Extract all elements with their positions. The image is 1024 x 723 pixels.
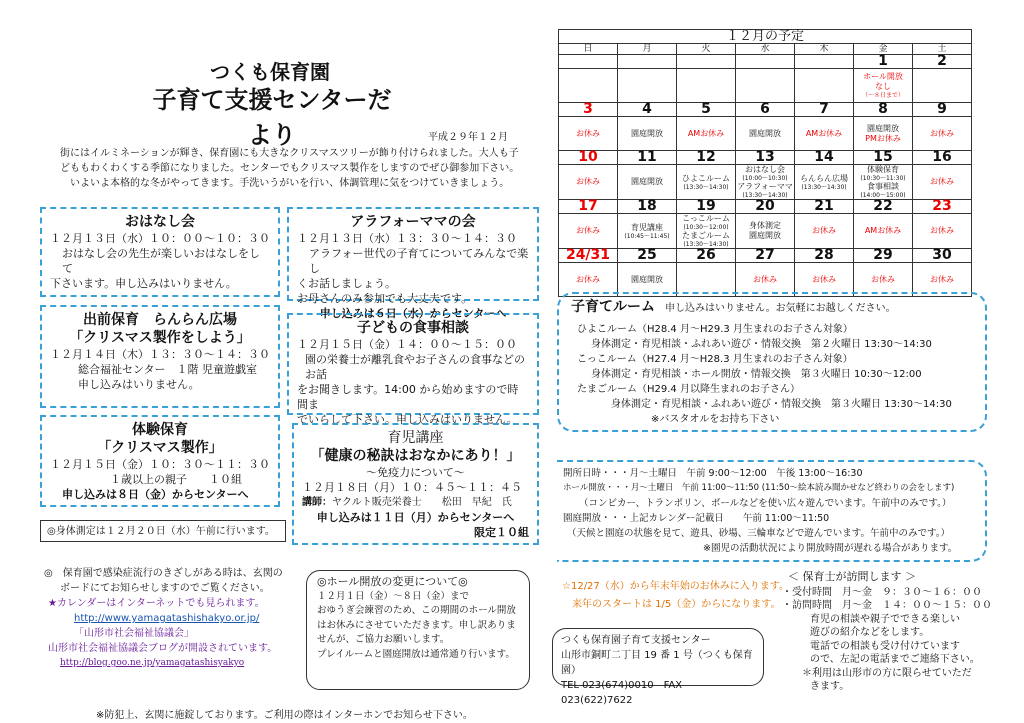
calendar-event-line: ホール開放 <box>863 72 903 81</box>
event-demae <box>40 305 280 408</box>
nursery-name: つくも保育園 <box>210 60 330 84</box>
calendar-event: お休み <box>559 117 618 151</box>
calendar-event: お休み <box>795 214 854 249</box>
calendar-date: 25 <box>618 249 677 263</box>
event-lecturer <box>302 495 529 510</box>
hours-line: （天候と園庭の状態を見て、遊具、砂場、三輪車などで遊んでいます。午前中のみです。） <box>567 528 951 539</box>
newyear-line: ☆12/27（水）から年末年始のお休みに入ります。 <box>562 581 789 592</box>
calendar-date: 7 <box>795 103 854 117</box>
calendar-event-line: こっこルーム <box>682 214 730 223</box>
day-of-week: 月 <box>618 44 677 55</box>
hours-line: （コンビカー、トランポリン、ボールなどを使い広々遊んでいます。午前中のみです。） <box>579 498 952 509</box>
calendar-date: 18 <box>618 200 677 214</box>
calendar-event <box>736 165 795 200</box>
calendar-caption: １２月の予定 <box>559 30 972 44</box>
event-subtitle: 「クリスマス製作をしよう」 <box>69 330 251 346</box>
day-of-week: 火 <box>677 44 736 55</box>
calendar-event-line: ひよこルーム <box>682 173 730 183</box>
calendar-event: 園庭開放 <box>618 117 677 151</box>
calendar-date: 2 <box>913 55 972 69</box>
calendar-event-line: (13:30〜14:30) <box>742 192 788 199</box>
hours-line: 園庭開放・・・上記カレンダー記載日 午前 11:00〜11:50 <box>563 513 830 524</box>
calendar-event: お休み <box>559 165 618 200</box>
calendar-event <box>795 165 854 200</box>
flu-line: ボードにてお知らせしますのでご覧ください。 <box>60 583 270 594</box>
calendar-event: お休み <box>913 117 972 151</box>
calendar-event: お休み <box>559 214 618 249</box>
calendar-event-line: (13:30〜14:30) <box>683 183 729 191</box>
calendar-event <box>618 214 677 249</box>
calendar-date: 5 <box>677 103 736 117</box>
issue-date: 平成２９年１２月 <box>428 132 508 143</box>
contact-name: つくも保育園子育て支援センター <box>561 635 711 646</box>
calendar-event <box>559 69 618 103</box>
calendar-event-line: (10:30〜12:00) <box>683 224 729 231</box>
newyear-line: 来年のスタートは 1/5（金）からになります。 <box>572 599 781 610</box>
intro-line: いよいよ本格的な冬がやってきます。手洗いうがいを行い、体調管理に気をつけていきましょう。 <box>70 178 510 189</box>
calendar-event: お休み <box>913 165 972 200</box>
calendar-date: 8 <box>854 103 913 117</box>
flu-info <box>44 566 304 671</box>
event-apply: 申し込みは６日（水）からセンターへ <box>319 307 507 320</box>
calendar-event: AMお休み <box>854 214 913 249</box>
event-title: 体験保育 <box>132 422 188 438</box>
event-taiken <box>40 415 280 507</box>
calendar-event <box>854 117 913 151</box>
event-desc: おはなし会の先生が楽しいおはなしをして <box>62 247 260 275</box>
calendar-event-line: (14:00〜15:00) <box>860 192 906 199</box>
calendar-date: 13 <box>736 151 795 165</box>
event-subtitle: 「健康の秘訣はおなかにあり！」 <box>310 448 521 464</box>
hall-change-line: プレイルームと園庭開放は通常通り行います。 <box>317 648 515 660</box>
event-apply: 申し込みはいりません。 <box>78 378 200 391</box>
calendar-event-line: おはなし会 <box>745 165 785 174</box>
event-title: アラフォーママの会 <box>350 214 476 230</box>
contact-address: 山形市銅町二丁目 19 番 1 号（つくも保育園） <box>561 650 753 676</box>
event-limit: 限定１０組 <box>474 526 529 539</box>
measure-note: ◎身体測定は１２月２０日（水）午前に行います。 <box>40 520 286 542</box>
calendar-date: 16 <box>913 151 972 165</box>
hours-line: ※園児の活動状況により開放時間が遅れる場合があります。 <box>703 543 958 554</box>
calendar-date: 10 <box>559 151 618 165</box>
calendar-date: 15 <box>854 151 913 165</box>
calendar-event-line: (13:30〜14:30) <box>683 241 729 248</box>
calendar-event-line: (10:45〜11:45) <box>624 232 670 240</box>
event-target: １歳以上の親子 １０組 <box>110 473 242 486</box>
blog-link[interactable]: http://blog.goo.ne.jp/yamagatashisyakyo <box>60 658 245 668</box>
calendar-date: 29 <box>854 249 913 263</box>
event-apply: 申し込みは８日（金）からセンターへ <box>62 488 249 501</box>
visit-title: ＜ 保育士が訪問します ＞ <box>788 570 916 583</box>
event-subtitle: 「クリスマス製作」 <box>97 440 223 456</box>
intro-line: 街にはイルミネーションが輝き、保育園にも大きなクリスマスツリーが飾り付けられました。大人も子 <box>60 148 519 159</box>
calendar-event: AMお休み <box>795 117 854 151</box>
calendar-date: 4 <box>618 103 677 117</box>
towel-note: ※バスタオルをお持ち下さい <box>651 414 780 425</box>
december-calendar <box>558 29 972 297</box>
visit-line: きます。 <box>810 681 850 692</box>
calendar-event: お休み <box>795 263 854 297</box>
kosodate-note: 申し込みはいりません。お気軽にお越しください。 <box>665 303 896 314</box>
event-desc: でいらして下さい。申し込みはいりません。 <box>297 413 518 426</box>
calendar-event <box>795 69 854 103</box>
website-name: 「山形市社会福祉協議会」 <box>74 628 194 639</box>
visit-line: ＊利用は山形市の方に限らせていただ <box>802 667 972 679</box>
calendar-date: 28 <box>795 249 854 263</box>
calendar-date <box>736 55 795 69</box>
calendar-date: 30 <box>913 249 972 263</box>
day-of-week: 日 <box>559 44 618 55</box>
kokko-target: （H27.4 月〜H28.3 月生まれのお子さん対象） <box>636 354 853 365</box>
calendar-date: 9 <box>913 103 972 117</box>
event-time: １２月１５日（金）１０：３０〜１１：３０ <box>50 458 270 471</box>
visit-line: ・受付時間 月〜金 ９：３０〜１６：００ <box>782 586 982 598</box>
calendar-event-line: たまごルーム <box>682 231 730 240</box>
intro-line: どももわくわくする季節になりました。センターでもクリスマス製作をしますのでぜひ御参加下さい。 <box>60 163 520 174</box>
lecturer-label: 講師： <box>302 497 332 508</box>
event-subtitle2: 〜免疫力について〜 <box>366 466 465 479</box>
calendar-date: 24/31 <box>559 249 618 263</box>
visit-line: ・訪問時間 月〜金 １４：００〜１５：００ <box>782 600 992 611</box>
hall-change-title: ◎ホール開放の変更について◎ <box>317 575 468 588</box>
calendar-date <box>795 55 854 69</box>
event-place: 総合福祉センター １階 児童遊戯室 <box>78 363 258 376</box>
event-desc: くお話しましょう。 <box>297 277 396 290</box>
calendar-date: 22 <box>854 200 913 214</box>
calendar-event <box>854 69 913 103</box>
calendar-event <box>736 69 795 103</box>
calendar-date <box>677 55 736 69</box>
calendar-event <box>677 214 736 249</box>
day-of-week: 木 <box>795 44 854 55</box>
kokko-name: こっこルーム <box>577 354 637 365</box>
calendar-event-line: 園庭開放 <box>749 231 781 240</box>
event-desc: をお聞きします。14:00 から始めますので時間ま <box>297 383 519 411</box>
calendar-date: 11 <box>618 151 677 165</box>
hiyoko-name: ひよこルーム <box>577 324 637 335</box>
calendar-event <box>618 69 677 103</box>
event-title: おはなし会 <box>125 214 195 230</box>
flu-line: ◎ 保育園で感染症流行のきざしがある時は、玄関の <box>44 568 283 579</box>
calendar-date: 3 <box>559 103 618 117</box>
calendar-event-line: なし <box>875 82 891 91</box>
newsletter-title: 子育て支援センターだより <box>152 86 392 149</box>
event-ohanashi <box>40 207 280 297</box>
visit-line: 遊びの紹介などをします。 <box>810 627 930 638</box>
contact-tel: TEL 023(674)0010 FAX 023(622)7622 <box>561 680 683 706</box>
event-time: １２月１５日（金）１４：００〜１５：００ <box>297 338 517 351</box>
hours-line: 開所日時・・・月〜土曜日 午前 9:00〜12:00 午後 13:00〜16:30 <box>563 468 863 479</box>
tamago-name: たまごルーム <box>577 384 637 395</box>
event-desc: アラフォー世代の子育てについてみんなで楽し <box>309 247 529 275</box>
tamago-target: （H29.4 月以降生まれのお子さん） <box>637 384 800 395</box>
event-title: 育児講座 <box>387 430 444 446</box>
calendar-event <box>677 69 736 103</box>
calendar-event-line: PMお休み <box>865 133 901 143</box>
calendar-date: 1 <box>854 55 913 69</box>
hiyoko-target: （H28.4 月〜H29.3 月生まれのお子さん対象） <box>637 324 853 335</box>
intro-text <box>60 146 540 191</box>
day-of-week: 土 <box>913 44 972 55</box>
hours-info <box>557 460 987 562</box>
event-arafo <box>287 207 539 320</box>
website-link[interactable]: http://www.yamagatashishakyo.or.jp/ <box>74 613 260 624</box>
hiyoko-desc: 身体測定・育児相談・ふれあい遊び・情報交換 第２火曜日 13:30〜14:30 <box>591 339 932 350</box>
calendar-event: 園庭開放 <box>618 165 677 200</box>
calendar-event-line: らんらん広場 <box>800 173 848 183</box>
calendar-event: お休み <box>559 263 618 297</box>
kosodate-title: 子育てルーム <box>571 299 655 315</box>
calendar-event-line: (13:30〜14:30) <box>801 183 847 191</box>
calendar-date: 6 <box>736 103 795 117</box>
calendar-event-line: （〜８日まで） <box>861 92 904 99</box>
event-apply: 申し込みは１１日（月）からセンターへ <box>316 511 515 524</box>
calendar-date: 19 <box>677 200 736 214</box>
calendar-event-line: 身体測定 <box>749 221 781 230</box>
calendar-date: 14 <box>795 151 854 165</box>
calendar-date: 23 <box>913 200 972 214</box>
event-desc: お母さんのみ参加でも大丈夫です。 <box>297 292 473 305</box>
event-desc: 園の栄養士が離乳食やお子さんの食事などのお話 <box>305 353 525 381</box>
event-ikuji <box>292 423 539 545</box>
kosodate-room <box>557 292 987 432</box>
visit-line: 電話での相談も受け付けています <box>810 640 960 652</box>
calendar-date <box>559 55 618 69</box>
day-of-week: 金 <box>854 44 913 55</box>
calendar-event <box>677 165 736 200</box>
kokko-desc: 身体測定・育児相談・ホール開放・情報交換 第３火曜日 10:30〜12:00 <box>591 369 922 380</box>
event-time: １２月１３日（水）１０：００〜１０：３０ <box>50 232 270 245</box>
calendar-event: 園庭開放 <box>618 263 677 297</box>
calendar-event: お休み <box>854 263 913 297</box>
calendar-date: 17 <box>559 200 618 214</box>
hall-change-notice <box>306 570 530 690</box>
hall-change-line: １２月１日（金）〜８日（金）まで <box>317 590 470 602</box>
lecturer-name: ヤクルト販売栄養士 松田 早紀 氏 <box>332 497 512 508</box>
calendar-date: 27 <box>736 249 795 263</box>
hours-line: ホール開放・・・月〜土曜日 午前 11:00〜11:50 (11:50〜絵本読み聞かせなど終わりの会をします) <box>563 483 955 493</box>
calendar-online-note: ★カレンダーはインターネットでも見られます。 <box>48 598 265 609</box>
day-of-week: 水 <box>736 44 795 55</box>
event-shokuji <box>287 313 539 426</box>
calendar-event: AMお休み <box>677 117 736 151</box>
event-title: 出前保育 らんらん広場 <box>83 312 237 328</box>
contact-box <box>552 628 764 706</box>
event-time: １２月１４日（木）１３：３０〜１４：３０ <box>50 348 270 361</box>
calendar-event-line: 園庭開放 <box>867 123 899 133</box>
calendar-event: お休み <box>913 263 972 297</box>
calendar-event <box>913 69 972 103</box>
calendar-date: 26 <box>677 249 736 263</box>
calendar-event-line: アラフォーママ <box>737 182 793 191</box>
event-time: １２月１３日（水）１３：３０〜１４：３０ <box>297 232 517 245</box>
visit-line: ので、左記の電話までご連絡下さい。 <box>810 654 980 665</box>
calendar-date <box>618 55 677 69</box>
calendar-event <box>736 214 795 249</box>
calendar-event-line: 体験保育 <box>867 165 899 174</box>
calendar-date: 21 <box>795 200 854 214</box>
event-desc: 下さいます。申し込みはいりません。 <box>50 277 237 290</box>
calendar-event-line: (10:30〜11:30) <box>860 175 906 182</box>
hall-change-line: せんが、ご協力お願いします。 <box>317 634 450 645</box>
calendar-event: 園庭開放 <box>736 117 795 151</box>
security-note: ※防犯上、玄関に施錠しております。ご利用の際はインターホンでお知らせ下さい。 <box>96 710 473 721</box>
calendar-event-line: (10:00〜10:30) <box>742 175 788 182</box>
visit-info <box>782 570 992 694</box>
newyear-notice <box>562 578 789 614</box>
calendar-date: 20 <box>736 200 795 214</box>
calendar-event-line: 育児講座 <box>631 222 663 232</box>
calendar-event-line: 食事相談 <box>867 182 899 191</box>
calendar-event: お休み <box>913 214 972 249</box>
calendar-event: お休み <box>736 263 795 297</box>
blog-note: 山形市社会福祉協議会ブログが開設されています。 <box>48 643 278 654</box>
event-title: 子どもの食事相談 <box>357 320 469 336</box>
hall-change-line: はお休みにさせていただきます。申し訳ありま <box>317 619 516 631</box>
tamago-desc: 身体測定・育児相談・ふれあい遊び・情報交換 第３火曜日 13:30〜14:30 <box>611 399 952 410</box>
event-time: １２月１８日（月）１０：４５〜１１：４５ <box>302 481 522 494</box>
visit-line: 育児の相談や親子でできる楽しい <box>810 613 960 625</box>
calendar-event <box>854 165 913 200</box>
hall-change-line: おゆうぎ会練習のため、この期間のホール開放 <box>317 605 516 616</box>
calendar-date: 12 <box>677 151 736 165</box>
